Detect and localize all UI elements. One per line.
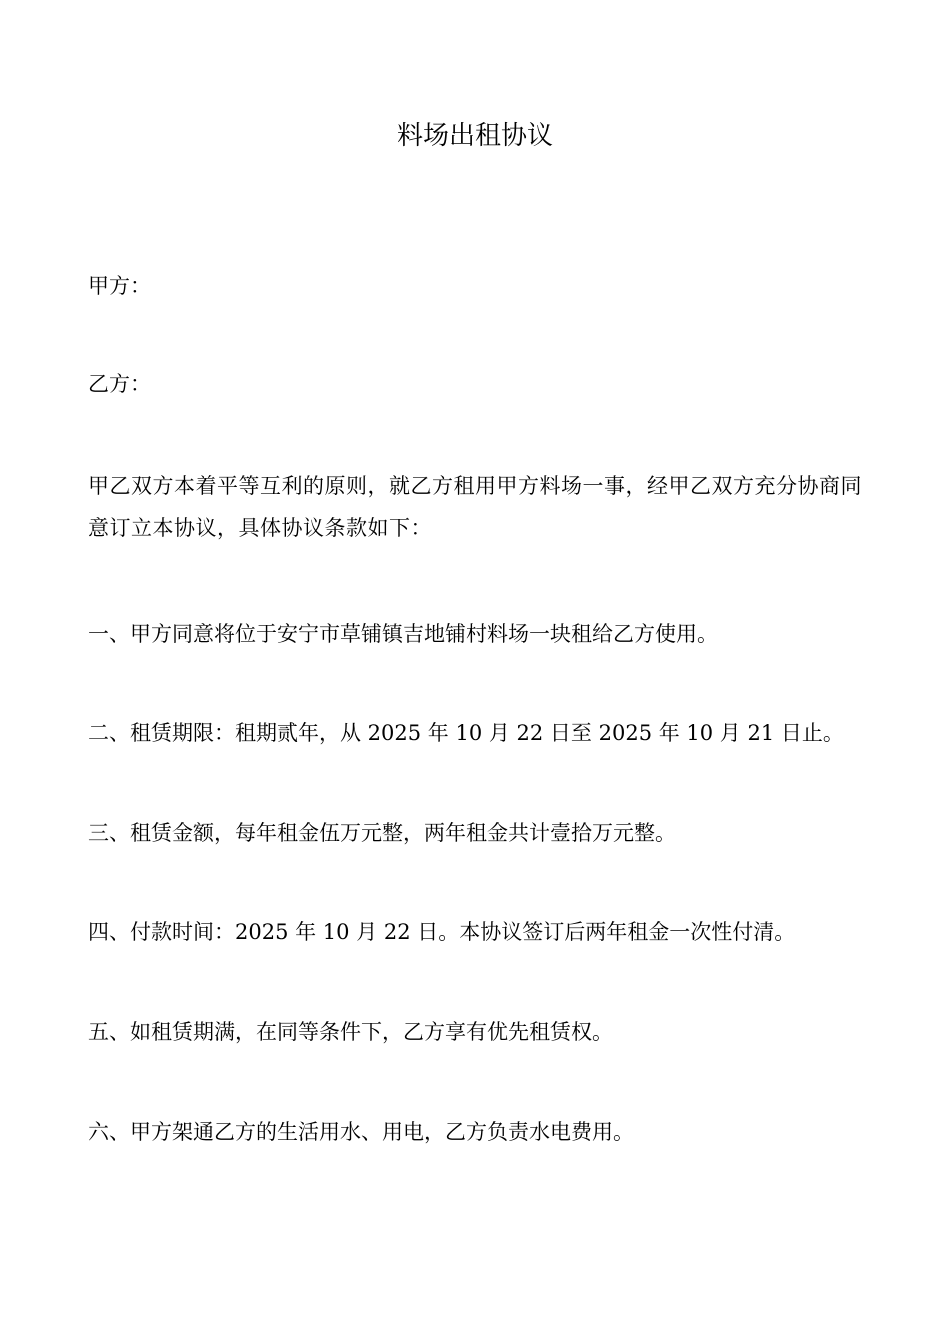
clause-4: 四、付款时间：2025 年 10 月 22 日。本协议签订后两年租金一次性付清。 [88, 920, 796, 944]
clause-6: 六、甲方架通乙方的生活用水、用电，乙方负责水电费用。 [88, 1120, 634, 1144]
clause-2: 二、租赁期限：租期贰年，从 2025 年 10 月 22 日至 2025 年 10 月 21 日止。 [88, 721, 844, 745]
clause-1: 一、甲方同意将位于安宁市草铺镇吉地铺村料场一块租给乙方使用。 [88, 622, 718, 646]
intro-paragraph: 甲乙双方本着平等互利的原则，就乙方租用甲方料场一事，经甲乙双方充分协商同意订立本协议，具体协议条款如下： [88, 474, 862, 540]
document-title: 料场出租协议 [396, 121, 553, 151]
party-a-label: 甲方： [88, 274, 151, 298]
clause-3: 三、租赁金额，每年租金伍万元整，两年租金共计壹拾万元整。 [88, 821, 676, 845]
party-b-label: 乙方： [88, 372, 151, 396]
clause-5: 五、如租赁期满，在同等条件下，乙方享有优先租赁权。 [88, 1020, 613, 1044]
